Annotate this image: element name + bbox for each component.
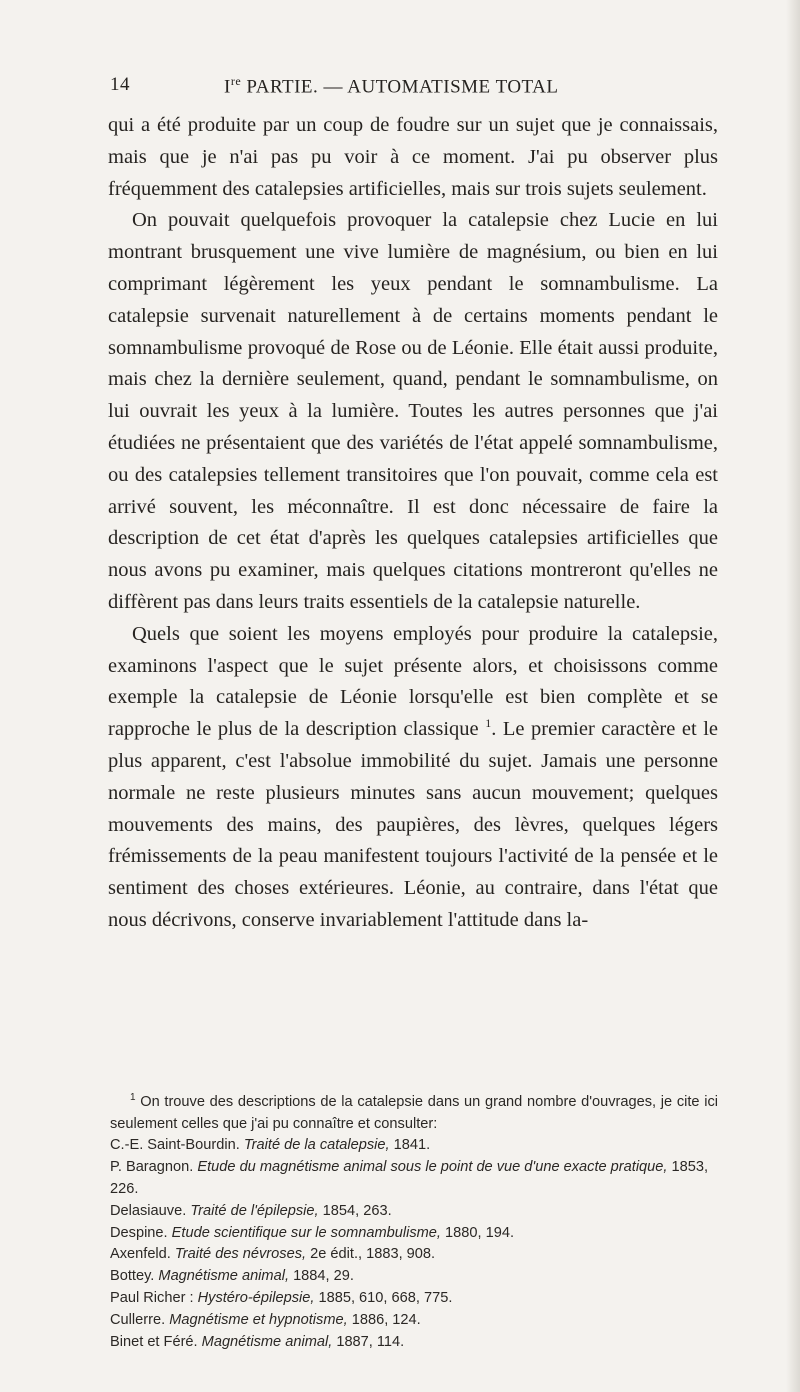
ref-details: 1854, 263. <box>322 1202 392 1219</box>
footnote-reference <box>110 1266 718 1288</box>
ref-title: Etude du magnétisme animal sous le point de vue d'une exacte pratique, <box>197 1159 668 1176</box>
footnote-reference <box>110 1332 718 1354</box>
paragraph: On pouvait quelquefois provoquer la catalepsie chez Lucie en lui montrant brusquement une vive lumière de magnésium, ou bien en lui comprimant légèrement les yeux pendant le somnambulisme. La catalepsie survenait naturellement à de certains moments pendant le somnambulisme provoqué de Rose ou de Léonie. Elle était aussi produite, mais chez la dernière seulement, quand, pendant le somnambulisme, on lui ouvrait les yeux à la lumière. Toutes les autres personnes que j'ai étudiées ne présentaient que des variétés de l'état appelé somnambulisme, ou des catalepsies tellement transitoires que l'on pouvait, comme cela est arrivé souvent, les méconnaître. Il est donc nécessaire de faire la description de cet état d'après les quelques catalepsies artificielles que nous avons pu examiner, mais quelques citations montreront qu'elles ne diffèrent pas dans leurs traits essentiels de la catalepsie naturelle. <box>108 209 718 613</box>
ref-details: 1853, 226. <box>110 1159 709 1198</box>
footnote-reference <box>110 1223 718 1245</box>
ref-title: Magnétisme et hypnotisme, <box>169 1311 348 1328</box>
ref-author: P. Baragnon. <box>110 1159 194 1176</box>
ref-title: Etude scientifique sur le somnambulisme, <box>171 1224 441 1241</box>
ref-details: 1884, 29. <box>293 1268 354 1285</box>
ref-details: 1841. <box>393 1137 431 1154</box>
ref-details: 1880, 194. <box>445 1224 515 1241</box>
ref-details: 2e édit., 1883, 908. <box>310 1246 436 1263</box>
ref-title: Traité de la catalepsie, <box>243 1137 390 1154</box>
ref-author: Axenfeld. <box>110 1246 171 1263</box>
footnote-marker: 1 <box>485 716 492 731</box>
ref-author: Binet et Féré. <box>110 1333 198 1350</box>
paragraph: qui a été produite par un coup de foudre sur un sujet que je connaissais, mais que je n'ai pas pu voir à ce moment. J'ai pu observer plus fréquemment des catalepsies artificielles, mais sur trois sujets seulement. <box>108 114 718 200</box>
ref-title: Traité des névroses, <box>174 1246 307 1263</box>
ref-author: C.-E. Saint-Bourdin. <box>110 1137 240 1154</box>
ref-details: 1886, 124. <box>351 1311 421 1328</box>
footnotes <box>110 1087 718 1353</box>
footnote-reference <box>110 1201 718 1223</box>
page-edge-shadow <box>786 0 800 1392</box>
paragraph-text: Quels que soient les moyens employés pour produire la catalepsie, examinons l'aspect que le sujet présente alors, et choisissons comme exemple la catalepsie de Léonie lorsqu'elle est bien complète et se rapproche le plus de la description classique <box>108 622 718 741</box>
ref-author: Paul Richer : <box>110 1290 194 1307</box>
footnote-reference <box>110 1310 718 1332</box>
running-title-text: PARTIE. — AUTOMATISME TOTAL <box>246 76 559 98</box>
paragraph <box>108 619 718 937</box>
ref-details: 1885, 610, 668, 775. <box>318 1290 453 1307</box>
ref-title: Traité de l'épilepsie, <box>190 1202 319 1219</box>
ref-author: Bottey. <box>110 1268 155 1285</box>
part-roman: I <box>224 76 231 98</box>
footnote-reference <box>110 1288 718 1310</box>
footnote-number: 1 <box>130 1092 136 1103</box>
main-text <box>108 110 718 937</box>
page-number: 14 <box>110 74 130 95</box>
part-superscript: re <box>230 74 242 88</box>
running-header <box>110 74 710 100</box>
footnote-reference <box>110 1244 718 1266</box>
ref-author: Delasiauve. <box>110 1202 187 1219</box>
footnote-intro <box>110 1087 718 1135</box>
ref-title: Magnétisme animal, <box>158 1268 289 1285</box>
running-title <box>224 74 558 98</box>
ref-title: Hystéro-épilepsie, <box>197 1290 315 1307</box>
footnote-reference <box>110 1157 718 1201</box>
footnote-intro-text: On trouve des descriptions de la catalepsie dans un grand nombre d'ouvrages, je cite ici seulement celles que j'ai pu connaître et consulter: <box>110 1093 718 1132</box>
ref-details: 1887, 114. <box>336 1333 405 1350</box>
ref-author: Despine. <box>110 1224 168 1241</box>
ref-title: Magnétisme animal, <box>201 1333 333 1350</box>
footnote-reference <box>110 1135 718 1157</box>
ref-author: Cullerre. <box>110 1311 166 1328</box>
paragraph-text: . Le premier caractère et le plus apparent, c'est l'absolue immobilité du sujet. Jamais une personne normale ne reste plusieurs minutes sans aucun mouvement; quelques mouvements des mains, des paupières, des lèvres, quelques légers frémissements de la peau manifestent toujours l'activité de la pensée et le sentiment des choses extérieures. Léonie, au contraire, dans l'état que nous décrivons, conserve invariablement l'attitude dans la- <box>108 718 719 931</box>
